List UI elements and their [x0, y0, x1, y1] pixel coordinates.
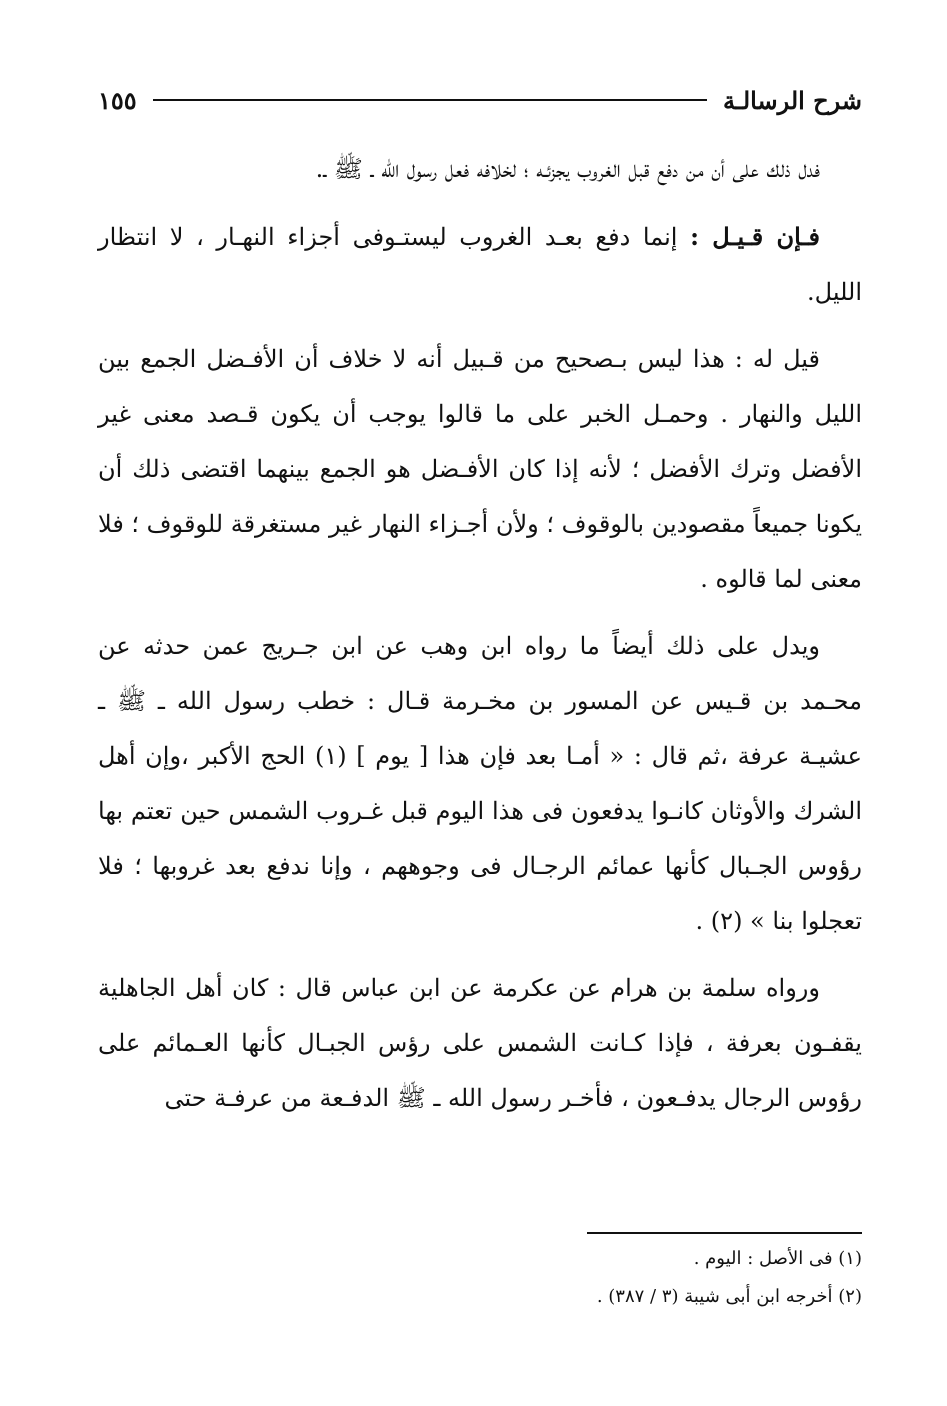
footnote: (٢) أخرجه ابن أبى شيبة (٣ / ٣٨٧) .	[596, 1286, 862, 1307]
paragraph	[98, 142, 862, 197]
paragraph-text: فدل ذلك على أن من دفع قبل الغروب يجزئـه ؛ لخلافه فعل رسول الله ـ ﷺ ـ.	[315, 155, 820, 183]
paragraph	[98, 332, 862, 607]
paragraph-text: قيل له : هذا ليس بـصحيح من قـبيل أنه لا خلاف أن الأفـضل الجمع بين الليل والنهار . وحمـل الخبر على ما قالوا يوجب أن يكون قـصد معنى غير الأفضل وترك الأفضل ؛ لأنه إذا كان الأفـضل هو الجمع بينهما اقتضى ذلك أن يكونا جميعاً مقصودين بالوقوف ؛ ولأن أجـزاء النهار غير مستغرقة للوقوف ؛ فلا معنى لما قالوه .	[98, 345, 862, 593]
paragraph-text: إنما دفع بعـد الغروب ليستـوفى أجزاء النهـار ، لا انتظار الليل.	[98, 223, 862, 306]
page-header	[98, 80, 862, 120]
paragraph-lead: فـإن قـيـل :	[690, 222, 820, 251]
footnotes	[98, 1232, 862, 1316]
main-text	[98, 142, 862, 1138]
footnote-rule	[587, 1232, 862, 1234]
paragraph	[98, 209, 862, 320]
footnote: (١) فى الأصل : اليوم .	[693, 1248, 862, 1269]
paragraph-text: ويدل على ذلك أيضاً ما رواه ابن وهب عن ابن جـريج عمن حدثه عن محـمد بن قـيس عن المسور بن مخـرمة قـال : خطب رسول الله ـ ﷺ ـ عشيـة عرفة ،ثم قال : « أمـا بعد فإن هذا [ يوم ] (١) الحج الأكبر ،وإن أهل الشرك والأوثان كانـوا يدفعون فى هذا اليوم قبل غـروب الشمس حين تعتم بها رؤوس الجـبال كأنها عمائم الرجـال فى وجوههم ، وإنا ندفع بعد غروبها ؛ فلا تعجلوا بنا » (٢) .	[98, 632, 862, 935]
paragraph-text: ورواه سلمة بن هرام عن عكرمة عن ابن عباس قال : كان أهل الجاهلية يقفـون بعرفة ، فإذا كـانت الشمس على رؤس الجبـال كأنها العـمائم على رؤوس الرجال يدفـعون ، فأخـر رسول الله ـ ﷺ الدفـعة من عرفـة حتى	[98, 974, 862, 1112]
paragraph	[98, 961, 862, 1126]
header-rule	[153, 99, 707, 101]
paragraph	[98, 619, 862, 949]
running-title: شرح الرسالـة	[722, 85, 862, 115]
page-number: ١٥٥	[98, 85, 137, 115]
